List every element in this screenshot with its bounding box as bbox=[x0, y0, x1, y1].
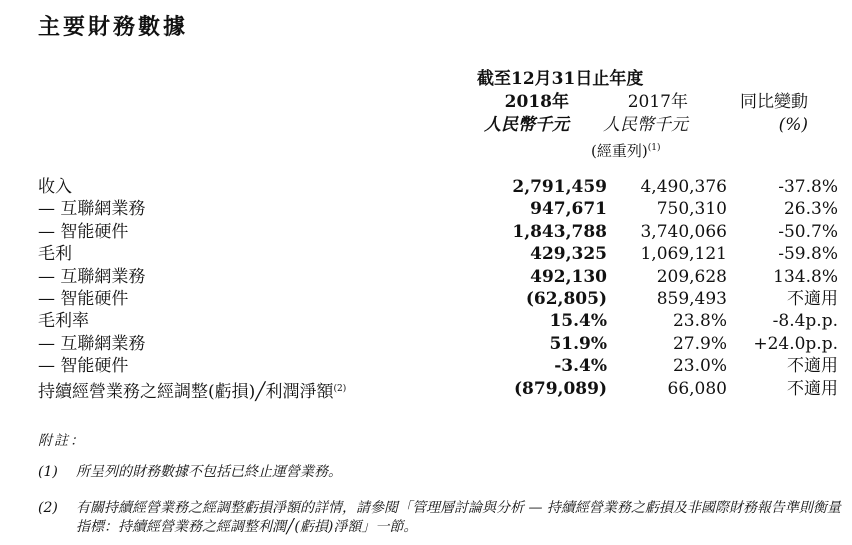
value-change: 不適用 bbox=[787, 356, 838, 377]
value-2018: -3.4% bbox=[554, 356, 607, 377]
col-2018-unit: 人民幣千元 bbox=[484, 115, 569, 135]
col-2017-unit: 人民幣千元 bbox=[603, 115, 688, 135]
row-note-ref: (2) bbox=[333, 383, 347, 394]
value-change: -37.8% bbox=[778, 177, 838, 197]
table-row bbox=[38, 176, 838, 198]
value-2017: 66,080 bbox=[667, 378, 727, 399]
col-2017-restated: (經重列) bbox=[591, 142, 648, 160]
table-row bbox=[38, 288, 838, 310]
row-label: 毛利率 bbox=[38, 311, 89, 332]
note-number: (1) bbox=[38, 464, 58, 480]
table-row bbox=[38, 221, 838, 243]
note-number: (2) bbox=[38, 500, 58, 516]
notes-heading: 附註： bbox=[38, 433, 86, 449]
col-2017-note-ref: (1) bbox=[647, 143, 661, 153]
value-2018: 15.4% bbox=[549, 311, 607, 332]
value-2018: 2,791,459 bbox=[512, 177, 607, 197]
value-2017: 1,069,121 bbox=[640, 244, 727, 265]
value-2018: 492,130 bbox=[530, 266, 607, 287]
value-change: 不適用 bbox=[787, 288, 838, 309]
value-2017: 3,740,066 bbox=[640, 221, 727, 242]
note-text: 所呈列的財務數據不包括已終止運營業務。 bbox=[76, 464, 342, 480]
table-row bbox=[38, 310, 838, 332]
col-2017-year: 2017年 bbox=[627, 92, 688, 112]
value-2018: 51.9% bbox=[549, 333, 607, 354]
row-label: — 智能硬件 bbox=[38, 288, 129, 309]
value-2017: 209,628 bbox=[656, 266, 727, 287]
value-2017: 23.0% bbox=[672, 356, 727, 377]
row-label: — 智能硬件 bbox=[38, 221, 129, 242]
note-text: 有關持續經營業務之經調整虧損淨額的詳情，請參閱「管理層討論與分析 — 持續經營業務之虧損及非國際財務報告準則衡量指標：持續經營業務之經調整利潤╱(虧損)淨額」一節。 bbox=[76, 500, 841, 535]
value-2018: (879,089) bbox=[514, 378, 607, 399]
value-2017: 4,490,376 bbox=[640, 177, 727, 197]
table-row bbox=[38, 333, 838, 355]
value-change: 不適用 bbox=[787, 378, 838, 399]
value-change: -50.7% bbox=[778, 221, 838, 242]
value-change: +24.0p.p. bbox=[753, 333, 838, 354]
value-2018: 1,843,788 bbox=[512, 221, 607, 242]
period-header: 截至12月31日止年度 bbox=[477, 69, 644, 89]
row-label: — 互聯網業務 bbox=[38, 333, 146, 354]
table-row bbox=[38, 198, 838, 220]
row-label-text: 持續經營業務之經調整(虧損)╱利潤淨額 bbox=[38, 381, 334, 402]
value-2017: 750,310 bbox=[656, 199, 727, 220]
table-row bbox=[38, 378, 838, 400]
value-2017: 23.8% bbox=[672, 311, 727, 332]
table-row bbox=[38, 266, 838, 288]
value-2017: 27.9% bbox=[672, 333, 727, 354]
value-change: 26.3% bbox=[783, 199, 838, 220]
row-label: — 互聯網業務 bbox=[38, 199, 146, 220]
row-label: — 智能硬件 bbox=[38, 356, 129, 377]
table-row bbox=[38, 355, 838, 377]
value-2018: (62,805) bbox=[525, 288, 607, 309]
col-2018-year: 2018年 bbox=[504, 92, 569, 112]
row-label bbox=[38, 378, 346, 403]
value-change: -59.8% bbox=[778, 244, 838, 265]
row-label: 收入 bbox=[38, 177, 72, 197]
value-2018: 429,325 bbox=[530, 244, 607, 265]
change-header: 同比變動 bbox=[740, 92, 808, 112]
col-2017-restated-note bbox=[591, 138, 660, 161]
value-change: -8.4p.p. bbox=[772, 311, 838, 332]
row-label: — 互聯網業務 bbox=[38, 266, 146, 287]
value-2018: 947,671 bbox=[530, 199, 607, 220]
page-title: 主要財務數據 bbox=[38, 15, 189, 40]
financial-table bbox=[38, 176, 838, 400]
row-label: 毛利 bbox=[38, 244, 72, 265]
value-2017: 859,493 bbox=[656, 288, 727, 309]
change-unit: (%) bbox=[778, 115, 808, 135]
table-row bbox=[38, 243, 838, 265]
value-change: 134.8% bbox=[773, 266, 838, 287]
